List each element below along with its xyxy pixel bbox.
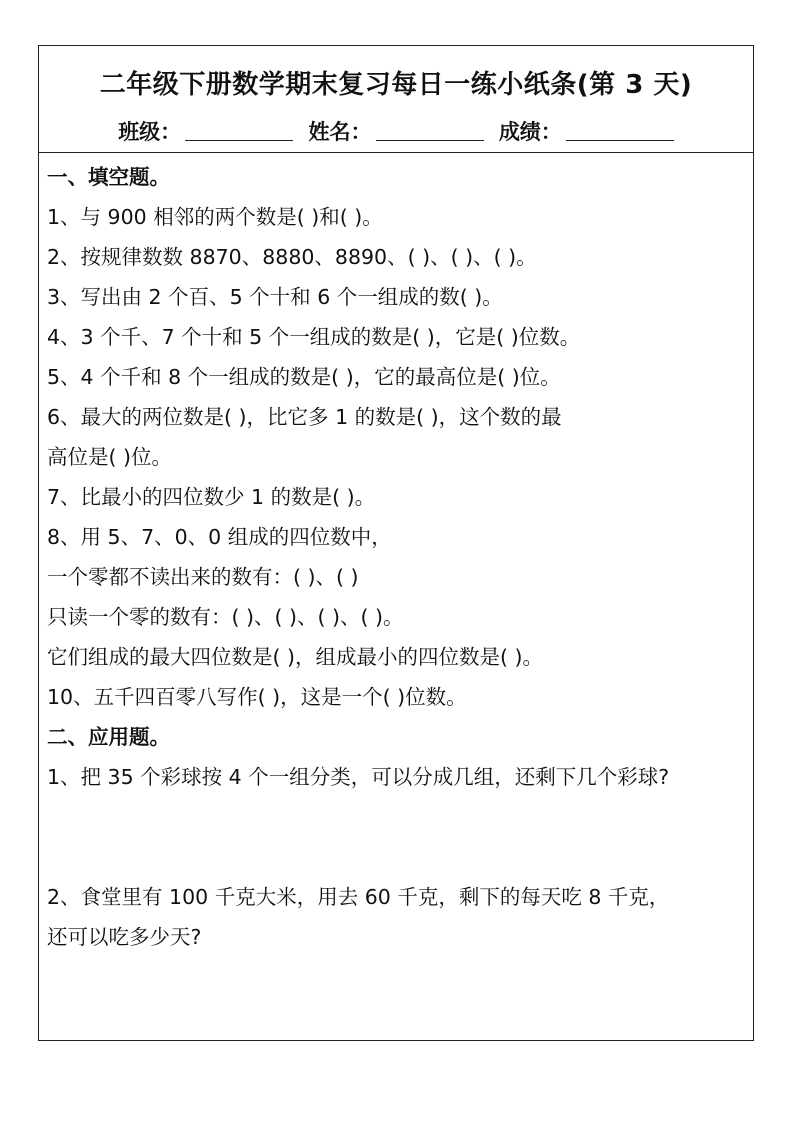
word-problem-1: 1、把 35 个彩球按 4 个一组分类，可以分成几组，还剩下几个彩球? (47, 765, 670, 789)
score-label: 成绩： (498, 120, 562, 144)
question-line: 1、与 900 相邻的两个数是( )和( )。 (47, 205, 383, 229)
name-field (309, 116, 484, 146)
question-line: 6、最大的两位数是( )，比它多 1 的数是( )，这个数的最 (47, 405, 562, 429)
word-problem-2: 2、食堂里有 100 千克大米，用去 60 千克，剩下的每天吃 8 千克， (47, 885, 670, 909)
name-blank[interactable] (376, 122, 484, 141)
question-line: 5、4 个千和 8 个一组成的数是( )，它的最高位是( )位。 (47, 365, 561, 389)
question-line: 一个零都不读出来的数有：( )、( ) (47, 565, 359, 589)
class-field (118, 116, 293, 146)
student-info-row (39, 116, 753, 146)
question-line: 只读一个零的数有：( )、( )、( )、( )。 (47, 605, 404, 629)
question-line: 高位是( )位。 (47, 445, 173, 469)
word-problem-2-continued: 还可以吃多少天? (47, 925, 202, 949)
section-heading-word-problems: 二、应用题。 (47, 725, 170, 749)
page-title: 二年级下册数学期末复习每日一练小纸条(第 3 天) (99, 70, 693, 100)
question-line: 2、按规律数数 8870、8880、8890、( )、( )、( )。 (47, 245, 537, 269)
name-label: 姓名： (308, 120, 372, 144)
question-line: 10、五千四百零八写作( )，这是一个( )位数。 (47, 685, 467, 709)
class-blank[interactable] (185, 122, 293, 141)
section-heading-fill-in: 一、填空题。 (47, 165, 170, 189)
question-line: 它们组成的最大四位数是( )，组成最小的四位数是( )。 (47, 645, 544, 669)
class-label: 班级： (118, 120, 182, 144)
score-blank[interactable] (566, 122, 674, 141)
score-field (499, 116, 674, 146)
question-line: 8、用 5、7、0、0 组成的四位数中， (47, 525, 392, 549)
question-line: 4、3 个千、7 个十和 5 个一组成的数是( )，它是( )位数。 (47, 325, 581, 349)
worksheet (38, 45, 754, 1041)
worksheet-header (39, 46, 753, 153)
question-line: 3、写出由 2 个百、5 个十和 6 个一组成的数( )。 (47, 285, 503, 309)
question-line: 7、比最小的四位数少 1 的数是( )。 (47, 485, 376, 509)
